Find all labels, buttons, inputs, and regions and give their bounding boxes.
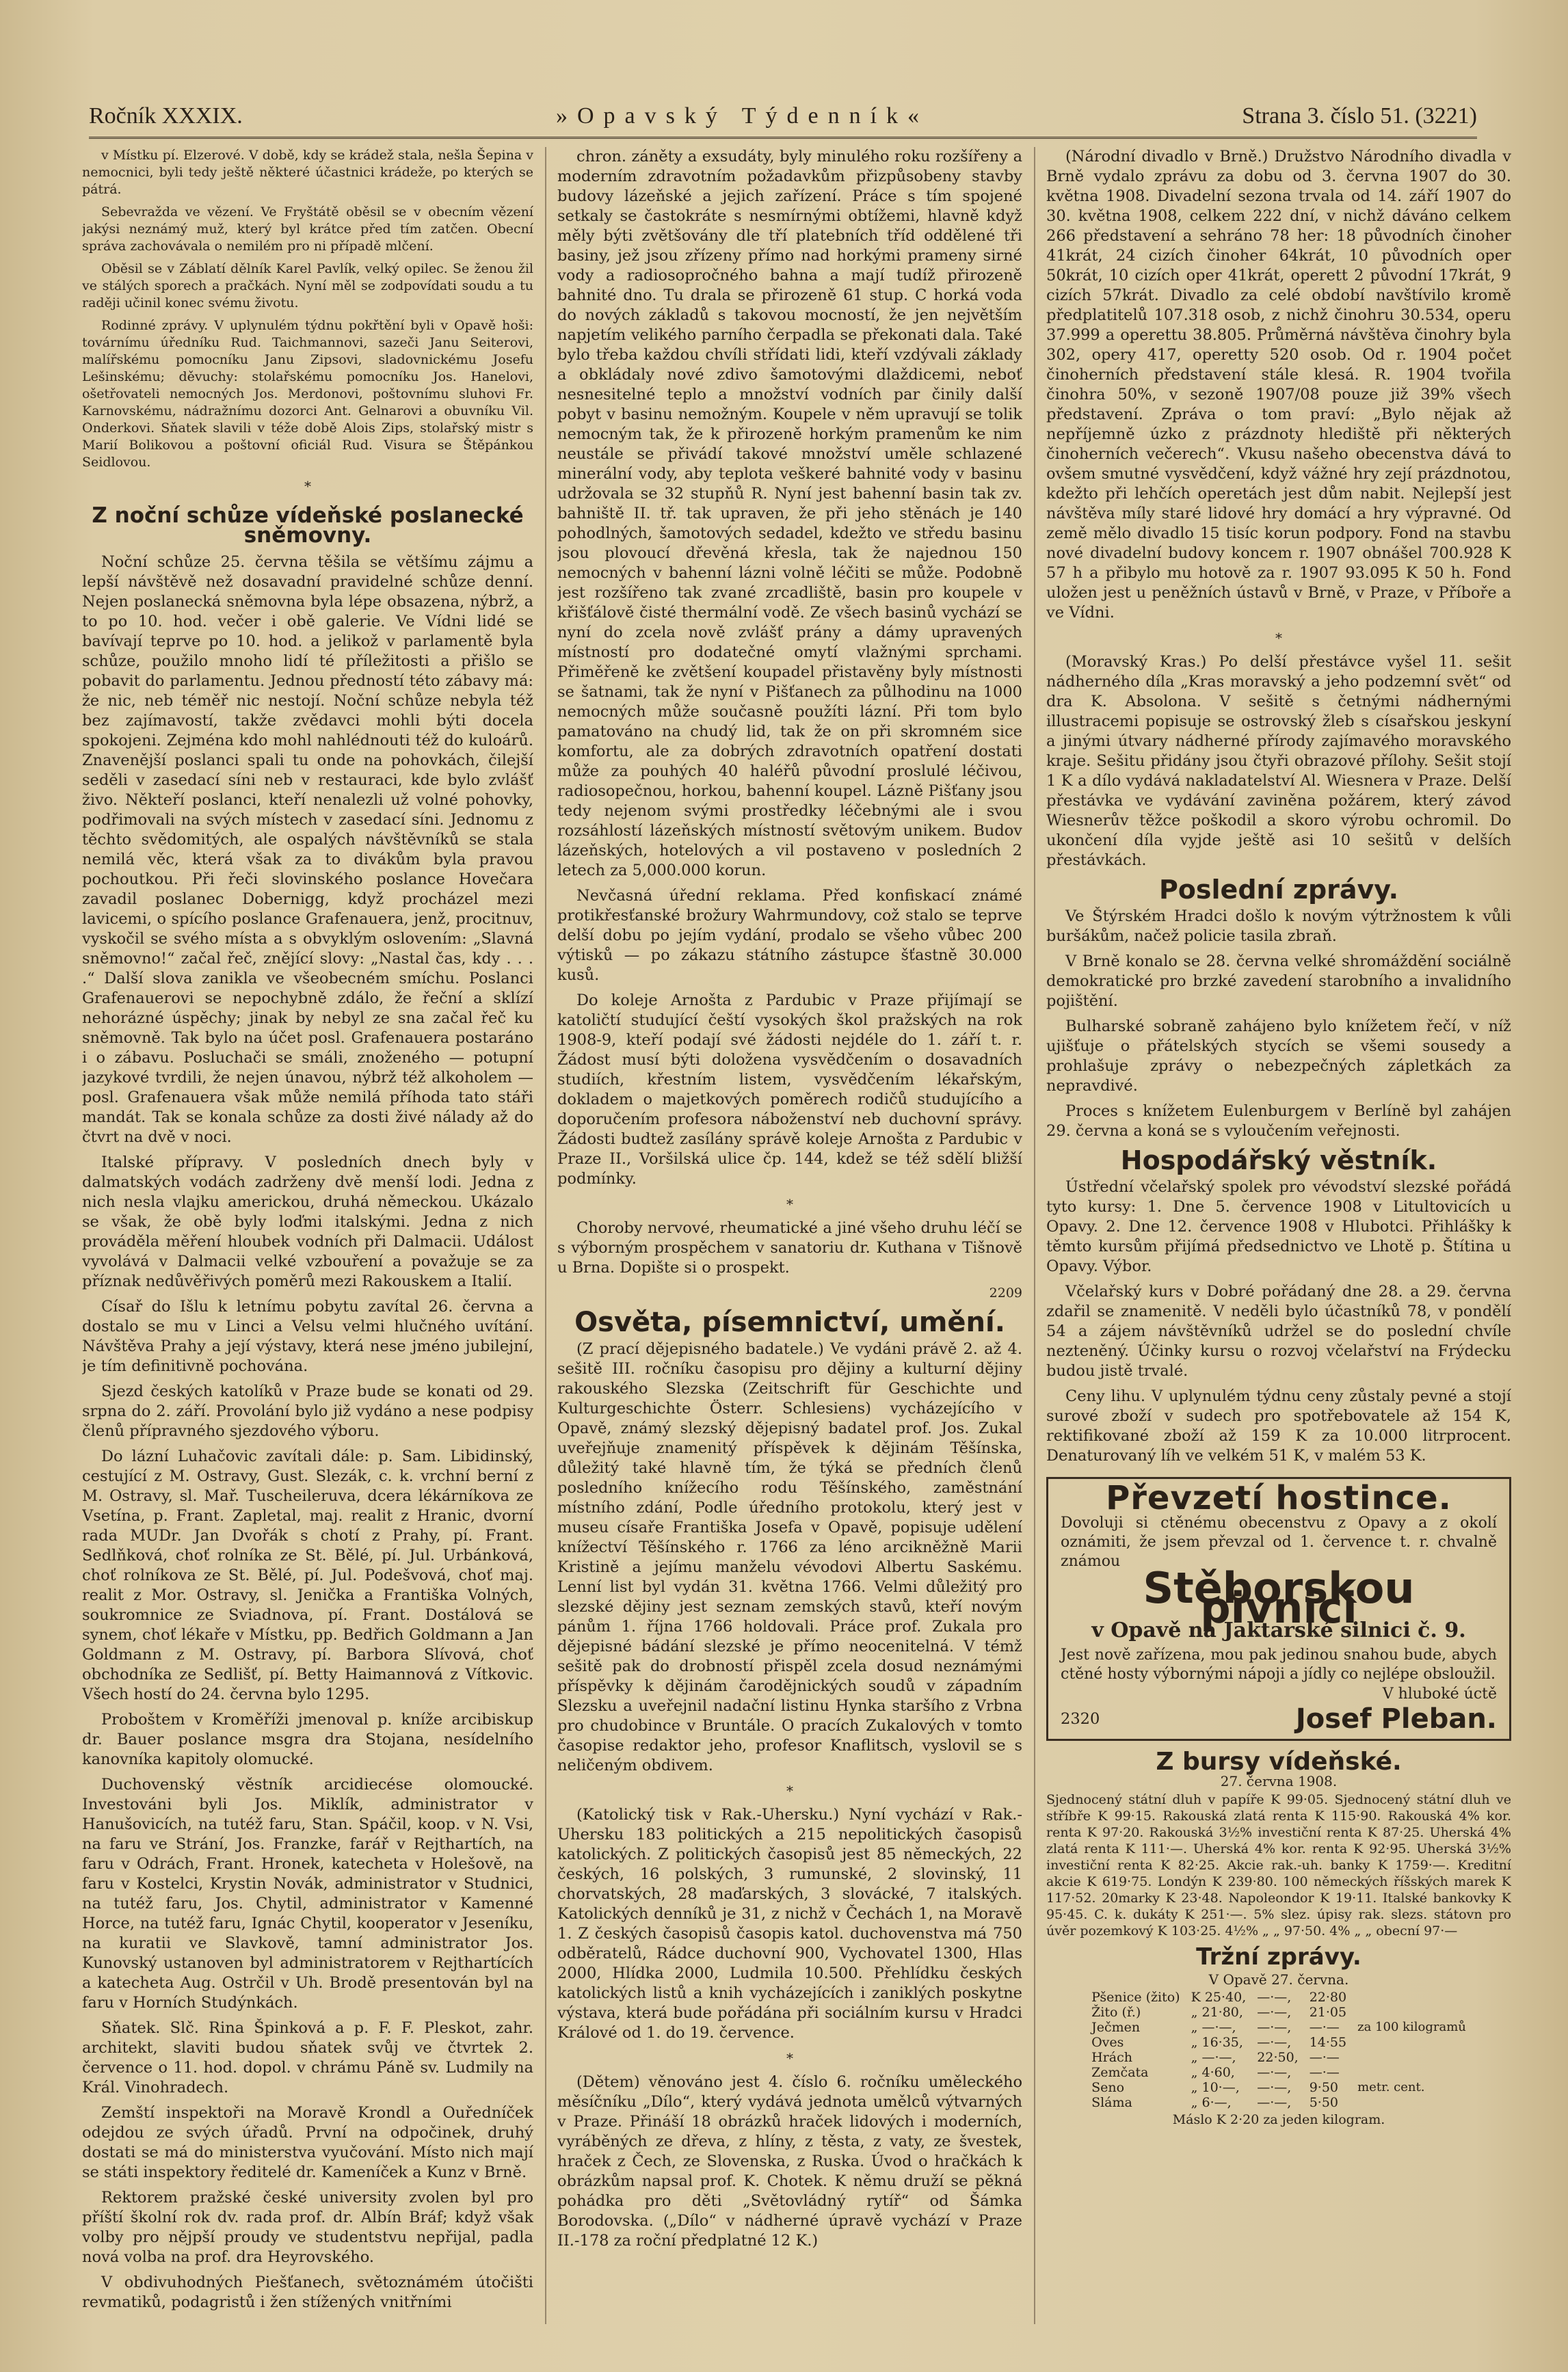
market-unit bbox=[1352, 2005, 1472, 2020]
news-paragraph: Proboštem v Kroměříži jmenoval p. kníže arcibiskup dr. Bauer poslance msgra dra Stojana, nesídelního kanovníka kapitoly olomucké. bbox=[82, 1711, 533, 1768]
news-paragraph: Ceny lihu. V uplynulém týdnu ceny zůstaly pevné a stojí surové zboží v sudech pro spotřebovatele až 154 K, rektifikované zboží až 159 K za 10.000 litrprocent. Denaturovaný líh ve velkém 51 K, v malém 53 K. bbox=[1046, 1387, 1511, 1465]
news-paragraph: Rodinné zprávy. V uplynulém týdnu pokřtění byli v Opavě hoši: továrnímu úředníku Rud. Taichmannovi, sazeči Janu Seiterovi, malířskému pomocníku Janu Zipsovi, sladovnickému Josefu Lešinskému; děvuchy: stolařskému pomocníku Jos. Hanelovi, ošetřovateli nemocných Jos. Merdonovi, poštovnímu sluhovi Fr. Karnovskému, nádražnímu dozorci Ant. Gelnarovi a obuvníku Vil. Onderkovi. Sňatek slavili v téže době Alois Zips, stolařský mistr s Marií Bolikovou a poštovní oficiál Rud. Visura se Štěpánkou Seidlovou. bbox=[82, 318, 533, 470]
column-2 bbox=[557, 147, 1022, 2324]
column-divider bbox=[545, 147, 546, 2324]
news-paragraph: V obdivuhodných Piešťanech, světoznámém útočišti revmatiků, podagristů i žen stížených vnitřními bbox=[82, 2274, 533, 2311]
masthead bbox=[89, 96, 1477, 139]
separator-star: * bbox=[786, 2050, 793, 2066]
market-row bbox=[1086, 2020, 1472, 2035]
market-unit bbox=[1352, 1990, 1472, 2005]
separator-star: * bbox=[786, 1196, 793, 1212]
news-paragraph: chron. záněty a exsudáty, byly minulého roku rozšířeny a moderním zdravotním požadavkům přizpůsobeny stavby budovy lázeňské a jejich zařízení. Práce s tím spojené setkaly se častokráte s nesmírnými obtížemi, hlavně když měly býti zvětšovány dle tří platebních tříd oddělené tři basiny, jež jsou zřízeny přímo nad horkými prameny sirné vody a radiosopročného bahna a mají tudíž přirozeně bahnité dno. Tu drala se přirozeně 61 stup. C horká voda do nových základů s takovou mocností, že jen největším napjetím velikého parního čerpadla se překonati dala. Také bylo třeba každou chvíli střídati lidi, kteří vzdývali základy a obkládaly nové zdivo šamotovými dlaždicemi, neboť nesnesitelné teplo a množství vodních par činily další pobyt v basinu nemožným. Koupele v něm upravují se tolik nemocným tak, že k přirozeně horkým pramenům ke nim neustále se přivádí takové množství uměle schlazené minerální vody, aby teplota veškeré bahnité vody v basinu udržovala se 32 stupňů R. Nyní jest bahenní basin tak zv. bahniště II. tř. tak upraven, že při jeho stěnách je 140 pohodlných, šamotových sedadel, kdežto ve středu basinu jsou plovoucí dřevěná křesla, tak že najednou 150 nemocných v bahenní lázni volně léčiti se může. Podobně jest rozšířeno tak zvané zrcadliště, basin pro koupele v křišťálově čisté thermální vodě. Ze všech basinů vychází se nyní do zcela nově zvlášť prány a dámy upravených místností pro dodatečné omytí vlažnými sprchami. Přiměřeně ke zvětšení koupadel přistavěny byly místnosti se šatnami, tak že nyní v Pišťanech za půlhodinu na 1000 nemocných může současně použíti lázní. Při tom bylo pamatováno na chudý lid, tak že on při skromném sice komfortu, ale za dobrých zdravotních opatření dostati může za pouhých 40 haléřů původní proslulé léčivou, radiosopečnou, horkou, bahenní koupel. Lázně Pišťany jsou tedy nejenom svými prostředky léčebnými ale i svou rozsáhlostí lázeňských místností světovým unikem. Budov lázeňských, hotelových a vil postaveno v posledních 2 letech za 5,000.000 korun. bbox=[557, 148, 1022, 879]
market-cell: Žito (ř.) bbox=[1091, 2005, 1141, 2020]
market-cell: Sláma bbox=[1091, 2095, 1132, 2110]
news-paragraph: Noční schůze 25. června těšila se většímu zájmu a lepší návštěvě než dosavadní pravidelné schůze denní. Nejen poslanecká sněmovna byla lépe obsazena, nýbrž, a to po 10. hod. večer i obě galerie. Ve Vídni lidé se bavívají teprve po 10. hod. a jelikož v parlamentě byla schůze, použilo mnoho lidí té příležitosti a přišlo se pobavit do parlamentu. Jednou předností této zábavy má: že nic, neb téměř nic nestojí. Noční schůze nebyla též bez zajímavostí, takže zvědavci mohli býti docela spokojeni. Zejména kdo mohl nahlédnouti též do kuloárů. Znavenější poslanci spali tu onde na pohovkách, čilejší seděli v zasedací síni neb v restauraci, kde bylo zvlášť živo. Někteří poslanci, kteří nenalezli už volné pohovky, podřimovali na svých místech v zasedací síni. Jednomu z těchto svědomitých, ale ospalých návštěvníků se stala nemilá věc, která však za to divákům byla pravou pochoutkou. Při řeči slovinského poslance Hovečara zavadil poslanec Dobernigg, když procházel mezi lavicemi, o spícího poslance Grafenauera, jenž, procitnuv, vyskočil se svého místa a s obvyklým oslovením: „Slavná sněmovno!“ začal řeč, znějící slovy: „Nastal čas, kdy . . . .“ Další slova zanikla ve všeobecném smíchu. Poslanci Grafenauerovi se nepochybně zdálo, že řeční a sklízí nehorázné úspěchy; jinak by nebyl ze sna začal řeč ku sněmovně. Tak bylo na účet posl. Grafenauera postaráno i o zábavu. Posluchači se smáli, znoženého — potupní jazykové tvrdili, že nejen únavou, nýbrž též alkoholem — posl. Grafenauera však může nemilá příhoda tato stáři mandát. Tak se konala schůze za dosti živé nálady až do čtvrt na dvě v noci. bbox=[82, 553, 533, 1146]
news-paragraph: Rektorem pražské české university zvolen byl pro příští školní rok dv. rada prof. dr. Albín Bráf; když však volby pro nějpší proudy ve studentstvu nepřijal, padla nová volba na prof. dra Heyrovského. bbox=[82, 2189, 533, 2266]
separator-star: * bbox=[1275, 630, 1282, 646]
section-heading: Poslední zprávy. bbox=[1158, 875, 1399, 905]
volume-label: Ročník XXXIX. bbox=[89, 103, 243, 129]
market-cell: —·—, bbox=[1257, 2020, 1292, 2035]
ad-greeting: V hluboké úctě bbox=[1382, 1685, 1497, 1703]
news-paragraph: Duchovenský věstník arcidiecése olomoucké. Investováni byli Jos. Miklík, administrator v Hanušovicích, na tutéž faru, Stan. Spáčil, koop. v N. Vsi, na faru ve Strání, Jos. Franzke, farář v Rejthartích, na faru v Odrách, Frant. Hronek, katecheta v Holešově, na faru v Kostelci, Krystin Novák, administrator v Studnici, na tutéž faru, Jos. Chytil, administrator v Kamenné Horce, na tutéž faru, Ignác Chytil, kooperator v Jeseníku, na kuratii ve Slavkově, tamní administrator Jos. Kunovský ustanoven byl administratorem v Rejthartících a katecheta Aug. Ostrčil v Uh. Brodě presentován byl na faru v Horních Studýnkách. bbox=[82, 1776, 533, 2012]
market-row bbox=[1086, 2065, 1472, 2080]
market-cell: 22·50, bbox=[1257, 2050, 1299, 2065]
stock-exchange-date: 27. června 1908. bbox=[1220, 1773, 1338, 1789]
news-paragraph: (Dětem) věnováno jest 4. číslo 6. ročníku uměleckého měsíčníku „Dílo“, který vydává jednota umělců výtvarných v Praze. Přináší 18 obrázků hraček lidových i moderních, vyráběných ze dřeva, z hlíny, z těsta, z vaty, ze švestek, hraček z Čech, ze Slovenska, z Ruska. Úvod o hračkách k obrázkům napsal prof. K. Chotek. K němu druží se pěkná pohádka pro děti „Světovládný rytíř“ od Šámka Borodovska. („Dílo“ v nádherné úpravě vychází v Praze II.-178 za roční předplatné 12 K.) bbox=[557, 2073, 1022, 2250]
market-cell: Seno bbox=[1091, 2080, 1125, 2095]
market-cell: „ —·—, bbox=[1191, 2050, 1236, 2065]
market-cell: „ 16·35, bbox=[1191, 2035, 1243, 2050]
market-cell: 21·05 bbox=[1309, 2005, 1347, 2020]
market-cell: —·— bbox=[1309, 2020, 1340, 2035]
ad-intro: Dovoluji si ctěnému obecenstvu z Opavy a z okolí oznámiti, že jsem převzal od 1. července t. r. chvalně známou bbox=[1061, 1515, 1497, 1570]
market-cell: Zemčata bbox=[1091, 2065, 1149, 2080]
column-1 bbox=[82, 147, 533, 2324]
news-paragraph: (Z prací dějepisného badatele.) Ve vydáni právě 2. až 4. sešitě III. ročníku časopisu pro dějiny a kulturní dějiny rakouského Slezska (Zeitschrift für Geschichte und Kulturgeschichte Österr. Schlesiens) vycházejícího v Opavě, známý slezský dějepisný badatel prof. Jos. Zukal uveřejňuje znamenitý příspěvek k dějinám Těšínska, důležitý také hlavně tím, že týká se předních členů posledního knížecího rodu Těšínského, zaměstnání místního zdání, Podle úředního protokolu, který jest v museu císaře Františka Josefa v Opavě, popisuje udělení knížectví Těšínského r. 1766 za léno arcikněžně Marii Kristině a jejímu manželu vévodovi Albertu Saskému. Lenní list byl vydán 31. května 1766. Velmi důležitý pro slezské dějiny jest seznam zemských stavů, kteří novým pánům 1. října 1766 holdovali. Práce prof. Zukala pro dějepisné bádání slezské je přímo neocenitelná. V témž sešitě pak do drobností přispěl zcela dosud neznámými příspěvky k dějinám čarodějnických soudů v západním Slezsku a uveřejnil nadační listinu Hynka staršího z Vrbna pro chudobince v Bruntále. O pracích Zukalových v tomto časopise redaktor jeho, profesor Knaflitsch, vyslovil se s neličeným obdivem. bbox=[557, 1340, 1022, 1774]
market-row bbox=[1086, 2005, 1472, 2020]
stock-exchange-heading: Z bursy vídeňské. bbox=[1156, 1748, 1402, 1776]
news-paragraph: Oběsil se v Záblatí dělník Karel Pavlík, velký opilec. Se ženou žil ve stálých sporech a pračkách. Nyní měl se zodpovídati soudu a tu raději učinil konec svému životu. bbox=[82, 261, 533, 310]
ad-body: Jest nově zařízena, mou pak jedinou snahou bude, abych ctěné hosty výbornými nápoji a jídly co nejlépe obsloužil. bbox=[1061, 1647, 1497, 1683]
market-table bbox=[1086, 1990, 1472, 2110]
market-cell: —·—, bbox=[1257, 2005, 1292, 2020]
market-cell: 5·50 bbox=[1309, 2095, 1339, 2110]
separator-star: * bbox=[786, 1783, 793, 1799]
market-cell: „ 10·—, bbox=[1191, 2080, 1240, 2095]
news-paragraph: Bulharské sobraně zahájeno bylo knížetem řečí, v níž ujišťuje o přátelských stycích se všemi sousedy a prohlašuje zprávy o nebezpečných zápletkách za nepravdivé. bbox=[1046, 1017, 1511, 1095]
page-number-label: Strana 3. číslo 51. (3221) bbox=[1242, 103, 1477, 129]
market-unit bbox=[1352, 2065, 1472, 2080]
stock-exchange-body: Sjednocený státní dluh v papíře K 99·05. Sjednocený státní dluh ve stříbře K 99·15. Rakouská zlatá renta K 115·90. Rakouská 4% kor. renta K 97·20. Rakouská 3½% investiční renta K 87·25. Uherská 4% zlatá renta K 111·—. Uherská 4% kor. renta K 92·95. Uherská 3½% investiční renta K 82·25. Akcie rak.-uh. banky K 1759·—. Kreditní akcie K 619·75. Londýn K 239·80. 100 německých říšských marek K 117·52. 20marky K 23·48. Napoleondor K 19·11. Italské bankovky K 95·45. C. k. dukáty K 251·—. 5% slez. úpisy rak. slezs. státovn pro úvěr pozemkový K 103·25. 4½% „ „ 97·50. 4% „ „ obecní 97·— bbox=[1046, 1792, 1511, 1938]
news-paragraph: Italské přípravy. V posledních dnech byly v dalmatských vodách zadrženy dvě menší lodi. Jedna z nich nesla vlajku americkou, druhá německou. Ukázalo se však, že obě byly loďmi italskými. Jedna z nich prováděla měření hloubek vodních při Dalmacii. Událost vyvolává v Dalmacii velké vzbouření a považuje se za příznak nedůvěřivých poměrů mezi Rakouskem a Italií. bbox=[82, 1154, 533, 1290]
ad-title: Převzetí hostince. bbox=[1106, 1479, 1452, 1517]
inn-advertisement bbox=[1046, 1477, 1511, 1741]
news-paragraph: Do lázní Luhačovic zavítali dále: p. Sam. Libidinský, cestující z M. Ostravy, Gust. Slezák, c. k. vrchní berní z M. Ostravy, sl. Mař. Tuscheileruva, dcera lékárníkova ze Vsetína, p. Frant. Zapletal, maj. realit z Hranic, dvorní rada MUDr. Jan Dvořák s chotí z Prahy, pí. Frant. Sedlňková, choť rolníka ze St. Bělé, pí. Jul. Urbánková, choť rolníkova ze St. Bělé, pí. Jul. Podešvová, choť maj. realit z Mor. Ostravy, sl. Jenička a Františka Volných, soukromnice ze Sviadnova, pí. Frant. Dostálová se synem, choť lékaře v Místku, pp. Bedřich Goldmann a Jan Goldmann z M. Ostravy, pí. Barbora Slívová, choť obchodníka ze Sedlišť, pí. Betty Haimannová z Vítkovic. Všech hostí do 24. června bylo 1295. bbox=[82, 1448, 533, 1703]
news-paragraph: Do koleje Arnošta z Pardubic v Praze přijímají se katoličtí studující čeští vysokých škol pražských na rok 1908-9, kteří podají své žádosti nejdéle do 1. září t. r. Žádost musí býti doložena vysvědčením o dosavadních studiích, křestním listem, vysvědčením lékařským, dokladem o majetkových poměrech rodičů studujícího a doporučením profesora náboženství neb duchovní správy. Žádosti budtež zasílány správě koleje Arnošta z Pardubic v Praze II., Voršilská ulice čp. 144, kdež se též sdělí bližší podmínky. bbox=[557, 991, 1022, 1188]
news-paragraph: Zemští inspektoři na Moravě Krondl a Ouředníček odejdou ze svých úřadů. První na odpočinek, druhý dostati se má do ministerstva vyučování. Místo nich mají se státi inspektory ředitelé dr. Kameníček a Kunz v Brně. bbox=[82, 2104, 533, 2181]
news-paragraph: (Katolický tisk v Rak.-Uhersku.) Nyní vychází v Rak.-Uhersku 183 politických a 215 nepolitických časopisů katolických. Z politických časopisů jest 85 německých, 22 českých, 16 polských, 3 rumunské, 2 slovinský, 11 chorvatských, 28 maďarských, 3 slovácké, 7 italských. Katolických denníků je 31, z nichž v Čechách 1, na Moravě 1. Z českých časopisů časopis katol. duchovenstva má 750 odběratelů, Rádce duchovní 900, Vychovatel 1300, Hlas 2000, Hlídka 2000, Ludmila 10.500. Přehlídku českých katolických listů a knih vycházejících i zaniklých poskytne výstava, která bude pořádána při sociálním kursu v Hradci Králové od 1. do 19. července. bbox=[557, 1806, 1022, 2042]
market-unit: metr. cent. bbox=[1357, 2080, 1425, 2094]
market-cell: Oves bbox=[1091, 2035, 1124, 2050]
news-paragraph: Ústřední včelařský spolek pro vévodství slezské pořádá tyto kursy: 1. Dne 5. července 1908 v Litultovicích u Opavy. 2. Dne 12. července 1908 v Hlubotci. Přihlášky k těmto kursům přijímá předsednictvo ve Lhotě p. Štítina u Opavy. Výbor. bbox=[1046, 1178, 1511, 1275]
market-cell: „ 6·—, bbox=[1191, 2095, 1232, 2110]
market-heading: Tržní zprávy. bbox=[1196, 1943, 1361, 1971]
market-cell: 22·80 bbox=[1309, 1990, 1347, 2005]
market-cell: Hrách bbox=[1091, 2050, 1132, 2065]
section-heading: Osvěta, písemnictví, umění. bbox=[574, 1307, 1005, 1338]
ad-pub-name: Stěborskou pivnici bbox=[1143, 1563, 1415, 1633]
market-cell: —·—, bbox=[1257, 2095, 1292, 2110]
market-cell: K 25·40, bbox=[1191, 1990, 1247, 2005]
article-heading: Z noční schůze vídeňské poslanecké sněmovny. bbox=[92, 503, 524, 548]
news-paragraph: Sjezd českých katolíků v Praze bude se konati od 29. srpna do 2. září. Provolání bylo již vydáno a nese podpisy členů přípravného sjezdového výboru. bbox=[82, 1383, 533, 1440]
market-cell: —·—, bbox=[1257, 2035, 1292, 2050]
market-unit bbox=[1352, 2035, 1472, 2050]
market-cell: —·—, bbox=[1257, 1990, 1292, 2005]
market-cell: „ 4·60, bbox=[1191, 2065, 1235, 2080]
news-paragraph: Proces s knížetem Eulenburgem v Berlíně byl zahájen 29. června a koná se s vyloučením veřejnosti. bbox=[1046, 1102, 1511, 1140]
newspaper-title: »Opavský Týdenník« bbox=[555, 103, 929, 129]
column-3 bbox=[1046, 147, 1511, 2324]
news-paragraph: Ve Štýrském Hradci došlo k novým výtržnostem k vůli buršákům, načež policie tasila zbraň. bbox=[1046, 907, 1511, 945]
market-cell: 14·55 bbox=[1309, 2035, 1347, 2050]
market-cell: Ječmen bbox=[1091, 2020, 1141, 2035]
ad-signature: Josef Pleban. bbox=[1295, 1703, 1497, 1735]
news-paragraph: Sňatek. Slč. Rina Špinková a p. F. F. Pleskot, zahr. architekt, slaviti budou sňatek svůj ve čtvrtek 2. července o 11. hod. dopol. v chrámu Páně sv. Ludmily na Král. Vinohradech. bbox=[82, 2019, 533, 2096]
market-row bbox=[1086, 2050, 1472, 2065]
market-cell: „ 21·80, bbox=[1191, 2005, 1243, 2020]
market-row bbox=[1086, 2095, 1472, 2110]
market-cell: —·—, bbox=[1257, 2065, 1292, 2080]
market-row bbox=[1086, 1990, 1472, 2005]
news-paragraph: Císař do Išlu k letnímu pobytu zavítal 26. června a dostalo se mu v Linci a Velsu velmi hlučného uvítání. Návštěva Prahy a její výstavy, která nese jméno jubilejní, je tím definitivně pochována. bbox=[82, 1298, 533, 1375]
market-unit: za 100 kilogramů bbox=[1357, 2020, 1466, 2034]
market-cell: Pšenice (žito) bbox=[1091, 1990, 1180, 2005]
ad-location: v Opavě na Jaktarské silnici č. 9. bbox=[1091, 1618, 1466, 1642]
sanatorium-ad: Choroby nervové, rheumatické a jiné všeho druhu léčí se s výborným prospěchem v sanatoriu dr. Kuthana v Tišnově u Brna. Dopište si o prospekt. bbox=[557, 1219, 1022, 1277]
market-unit bbox=[1352, 2095, 1472, 2110]
news-paragraph: (Národní divadlo v Brně.) Družstvo Národního divadla v Brně vydalo zprávu za dobu od 3. června 1907 do 30. května 1908. Divadelní sezona trvala od 14. září 1907 do 30. května 1908, celkem 222 dní, v nichž dáváno celkem 266 představení a sehráno 78 her: 18 původních činoher 41krát, 24 cizích činoher 64krát, 10 původních oper 50krát, 10 cizích oper 41krát, operett 2 původní 17krát, 9 cizích 57krát. Divadlo za celé období navštívilo kromě předplatitelů 107.318 osob, z nichž činohru 30.534, operu 37.999 a operettu 38.805. Průměrná návštěva činohry byla 302, opery 417, operetty 520 osob. Od r. 1904 počet činoherních představení stále klesá. R. 1904 tvořila činohra 50%, v sezoně 1907/08 pouze již 39% všech představení. Zpráva o tom praví: „Bylo nějak až nepříjemně úzko z prázdnoty hlediště při některých činoherních večerech“. Vkusu našeho obecenstva dává to ovšem smutné vysvědčení, když vážné hry zejí prázdnotou, kdežto při lehčích operetách jest dům nabit. Nejlepší jest návštěva míly staré lidové hry domácí a hry výpravné. Od země mělo divadlo 15 tisíc korun podpory. Fond na stavbu nové divadelní budovy koncem r. 1907 obnášel 700.928 K 57 h a přibylo mu hotově za r. 1907 93.095 K 50 h. Fond uložen jest u peněžních ústavů v Brně, v Praze, v Příboře a ve Vídni. bbox=[1046, 148, 1511, 622]
market-cell: —·—, bbox=[1257, 2080, 1292, 2095]
ad-number: 2209 bbox=[989, 1285, 1022, 1301]
market-cell: —·— bbox=[1309, 2065, 1340, 2080]
news-paragraph: Sebevražda ve vězení. Ve Fryštátě oběsil se v obecním vězení jakýsi neznámý muž, který byl krátce před tím zatčen. Obecní správa zachovávala o nemilém pro ni případě mlčení. bbox=[82, 204, 533, 254]
news-paragraph: Nevčasná úřední reklama. Před konfiskací známé protikřesťanské brožury Wahrmundovy, což stalo se teprve delší dobu po jejím vydání, prodalo se všeho vůbec 200 výtisků — po zákazu státního zástupce šťastně 30.000 kusů. bbox=[557, 887, 1022, 984]
section-heading: Hospodářský věstník. bbox=[1120, 1145, 1437, 1175]
market-row bbox=[1086, 2080, 1472, 2095]
separator-star: * bbox=[304, 478, 311, 494]
column-divider bbox=[1034, 147, 1035, 2324]
news-paragraph: v Místku pí. Elzerové. V době, kdy se krádež stala, nešla Šepina v nemocnici, byli tedy ještě některé účastnici krádeže, po kterých se pátrá. bbox=[82, 148, 533, 197]
news-paragraph: Včelařský kurs v Dobré pořádaný dne 28. a 29. června zdařil se znamenitě. V neděli bylo účastníků 78, v pondělí 54 a zájem návštěvníků udržel se do poslední chvíle nezteněný. Účinky kursu o rozvoj včelařství na Frýdecku budou jistě trvalé. bbox=[1046, 1283, 1511, 1380]
market-row bbox=[1086, 2035, 1472, 2050]
news-paragraph: (Moravský Kras.) Po delší přestávce vyšel 11. sešit nádherného díla „Kras moravský a jeho podzemní svět“ od dra K. Absolona. V sešitě s četnými nádhernými illustracemi popisuje se ostrovský žleb s císařskou jeskyní a jinými útvary nádherné přírody zajímavého moravského kraje. Sešitu přidány jsou čtyři obrazové přílohy. Sešit stojí 1 K a dílo vydává nakladatelství Al. Wiesnera v Praze. Delší přestávka ve vydávání zaviněna požárem, který závod Wiesnerův těžce poškodil a skoro výrobu ochromil. Do ukončení díla vyjde ještě asi 10 sešitů v delších přestávkách. bbox=[1046, 653, 1511, 869]
market-unit bbox=[1352, 2050, 1472, 2065]
news-paragraph: V Brně konalo se 28. června velké shromáždění sociálně demokratické pro brzké zavedení starobního a invalidního pojištění. bbox=[1046, 952, 1511, 1010]
market-cell: „ —·—, bbox=[1191, 2020, 1236, 2035]
market-subtitle: V Opavě 27. června. bbox=[1208, 1971, 1349, 1988]
market-footer: Máslo K 2·20 za jeden kilogram. bbox=[1172, 2112, 1385, 2127]
ad-number: 2320 bbox=[1061, 1710, 1100, 1728]
market-cell: —·— bbox=[1309, 2050, 1340, 2065]
market-cell: 9·50 bbox=[1309, 2080, 1339, 2095]
ad-sign-row bbox=[1061, 1703, 1497, 1735]
